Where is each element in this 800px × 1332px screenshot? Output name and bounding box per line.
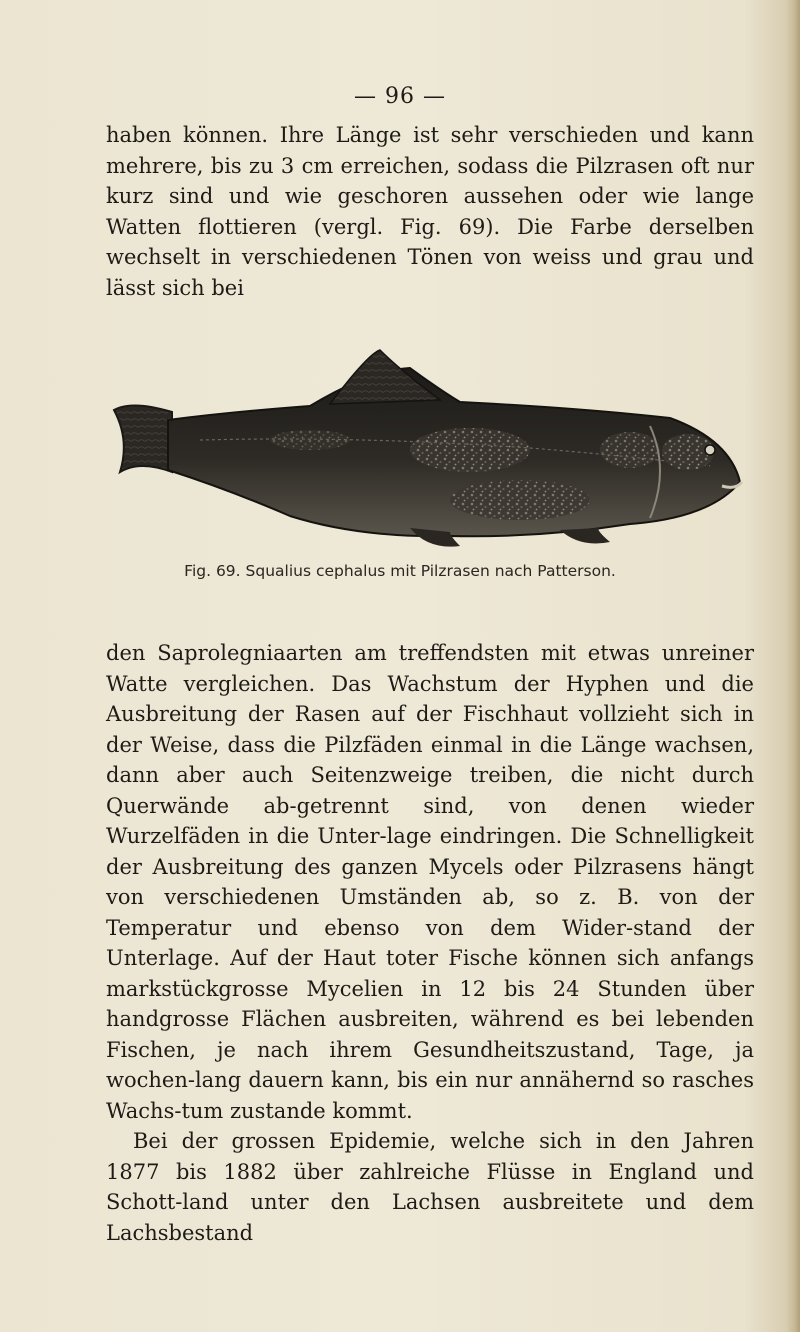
- figure-caption: Fig. 69. Squalius cephalus mit Pilzrasen nach Patterson.: [184, 562, 616, 580]
- top-text-block: [106, 120, 754, 303]
- fish-figure: [110, 340, 750, 550]
- paragraph-top: haben können. Ihre Länge ist sehr verschieden und kann mehrere, bis zu 3 cm erreichen, sodass die Pilzrasen oft nur kurz sind und wie geschoren aussehen oder wie lange Watten flottieren (vergl. Fig. 69). Die Farbe derselben wechselt in verschiedenen Tönen von weiss und grau und lässt sich bei: [106, 123, 754, 300]
- page-number: — 96 —: [354, 84, 446, 109]
- body-text-block: [106, 638, 754, 1248]
- paragraph-body-2: Bei der grossen Epidemie, welche sich in den Jahren 1877 bis 1882 über zahlreiche Flüsse in England und Schott-land unter den Lachsen ausbreitete und dem Lachsbestand: [106, 1129, 754, 1245]
- fish-illustration-icon: [110, 340, 750, 550]
- page-edge-shadow: [786, 0, 800, 1332]
- paragraph-body-1: den Saprolegniaarten am treffendsten mit etwas unreiner Watte vergleichen. Das Wachstum der Hyphen und die Ausbreitung der Rasen auf der Fischhaut vollzieht sich in der Weise, dass die Pilzfäden einmal in die Länge wachsen, dann aber auch Seitenzweige treiben, die nicht durch Querwände ab-getrennt sind, von denen wieder Wurzelfäden in die Unter-lage eindringen. Die Schnelligkeit der Ausbreitung des ganzen Mycels oder Pilzrasens hängt von verschiedenen Umständen ab, so z. B. von der Temperatur und ebenso von dem Wider-stand der Unterlage. Auf der Haut toter Fische können sich anfangs markstückgrosse Mycelien in 12 bis 24 Stunden über handgrosse Flächen ausbreiten, während es bei lebenden Fischen, je nach ihrem Gesundheitszustand, Tage, ja wochen-lang dauern kann, bis ein nur annähernd so rasches Wachs-tum zustande kommt.: [106, 641, 754, 1123]
